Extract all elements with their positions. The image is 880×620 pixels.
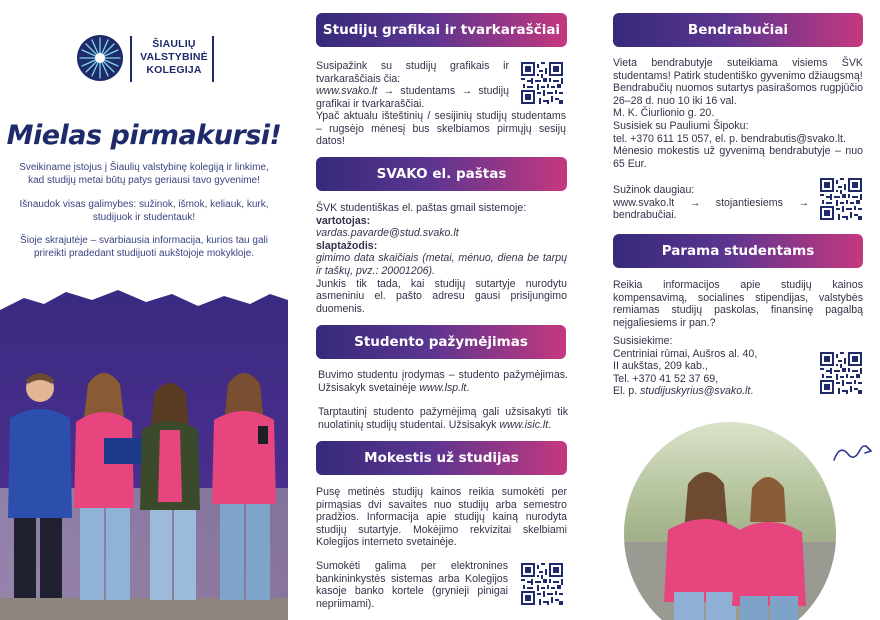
email-note: Junkis tik tada, kai studijų sutartyje nurodytu asmeniniu el. pašto adresu gausi prisijungimo duomenis. [316,277,567,315]
schedules-path: → studentams → studijų grafikai ir tvarkaraščiai. [316,85,509,110]
student-id-text-2 [318,406,568,431]
password-label: slaptažodis: [316,239,378,252]
schedules-intro: Susipažink su studijų grafikais ir tvarkaraščiais čia: [316,60,509,85]
logo-line: ŠIAULIŲ [152,38,196,50]
logo-divider [130,36,132,82]
punctuation: . [548,418,552,431]
svako-link[interactable]: www.svako.lt [316,85,378,98]
college-logo [76,34,216,84]
email-text [316,202,567,315]
dormitory-contact-details: tel. +370 611 15 057, el. p. bendrabutis@svako.lt. [613,132,846,145]
section-header-student-id: Studento pažymėjimas [316,325,566,359]
email-intro: ŠVK studentiškas el. paštas gmail sistemoje: [316,202,527,214]
students-duo-photo [622,422,838,620]
dormitory-fee: Mėnesio mokestis už gyvenimą bendrabutyje – nuo 65 Eur. [613,145,863,170]
dormitory-path: www.svako.lt → stojantiesiems → bendrabučiai. [613,196,809,222]
dormitory-text [613,57,863,170]
tuition-text: Pusę metinės studijų kainos reikia sumokėti per pirmąsias dvi savaites nuo studijų arba semestro pradžios. Informacija apie studijų kainą nurodyta studijų sutartyje. Mokėjimo rekvizitai skelbiami Kolegijos interneto svetainėje. [316,486,567,549]
logo-line: VALSTYBINĖ [140,51,208,63]
hero-title: Mielas pirmakursi! [6,120,282,151]
students-group-photo [0,288,288,620]
section-header-tuition: Mokestis už studijas [316,441,567,475]
isic-intro: Tarptautinį studento pažymėjimą gali užsisakyti tik nuolatinių studijų studentai. Užsisakyk [318,406,568,431]
lsp-link[interactable]: www.lsp.lt [419,381,467,394]
punctuation: . [750,385,754,398]
username-label: vartotojas: [316,214,371,227]
dormitory-contact-person: Susisiek su Pauliumi Šipoku: [613,119,749,132]
support-email-link[interactable]: studijuskyrius@svako.lt [640,385,751,398]
tuition-payment-text: Sumokėti galima per elektronines bankininkystės sistemas arba Kolegijos kasoje banko kortele (grynieji pinigai nepriimami). [316,560,508,610]
qr-code-icon[interactable] [820,352,862,394]
logo-line: KOLEGIJA [146,64,202,76]
dormitory-more-info [613,184,809,222]
support-room-line: II aukštas, 209 kab., [613,360,708,373]
qr-code-icon[interactable] [521,62,563,104]
section-header-student-support: Parama studentams [613,234,863,268]
student-id-text-1 [318,369,568,394]
schedules-note: Ypač aktualu išteštinių / sesijinių studijų studentams – rugsėjo mėnesį bus skelbiamos pirmųjų sesijų datos! [316,110,566,148]
dormitory-contracts: Bendrabučių nuomos sutartys pasirašomos rugpjūčio 26–28 d. nuo 10 iki 16 val. [613,82,863,107]
section-header-study-schedules: Studijų grafikai ir tvarkaraščiai [316,13,567,47]
support-contacts [613,335,809,398]
logo-divider [212,36,214,82]
schedules-text [316,60,509,110]
support-email-label: El. p. [613,385,641,398]
punctuation: . [466,381,470,394]
dormitory-intro: Vieta bendrabutyje suteikiama visiems ŠVK studentams! Patirk studentiško gyvenimo džiaugsmą! [613,57,863,82]
qr-code-icon[interactable] [820,178,862,220]
support-phone-line: Tel. +370 41 52 37 69, [613,372,719,385]
dormitory-more-label: Sužinok daugiau: [613,184,695,196]
sunburst-logo-icon [76,34,124,82]
isic-link[interactable]: www.isic.lt [499,418,549,431]
support-address-line: Centriniai rūmai, Aušros al. 40, [613,347,758,360]
section-header-dormitories: Bendrabučiai [613,13,863,47]
logo-wordmark [136,38,212,77]
section-header-email: SVAKO el. paštas [316,157,567,191]
dormitory-address: M. K. Čiurlionio g. 20. [613,107,715,120]
support-text: Reikia informacijos apie studijų kainos kompensavimą, socialines stipendijas, valstybės remiamas studijų paskolas, finansinę pagalbą neįgaliesiems ir pan.? [613,279,863,329]
qr-code-icon[interactable] [521,563,563,605]
username-value: vardas.pavarde@stud.svako.lt [316,227,459,240]
password-value: gimimo data skaičiais (metai, mėnuo, diena be tarpų ir taškų, pvz.: 20001206). [316,252,567,277]
support-contacts-label: Susisiekime: [613,335,673,347]
intro-paragraph: Šioje skrajutėje – svarbiausia informacija, kurios tau gali prireikti pradedant studijuoti aukštojoje mokykloje. [20,235,268,259]
intro-paragraph: Sveikiname įstojus į Šiaulių valstybinę kolegiją ir linkime, kad studijų metai būtų patys geriausi tavo gyvenime! [19,162,269,186]
intro-paragraph: Išnaudok visas galimybes: sužinok, išmok, keliauk, kurk, studijuok ir studentauk! [19,199,269,223]
student-id-intro: Buvimo studentu įrodymas – studento pažymėjimas. Užsisakyk svetainėje [318,369,568,394]
cover-panel [0,0,288,620]
